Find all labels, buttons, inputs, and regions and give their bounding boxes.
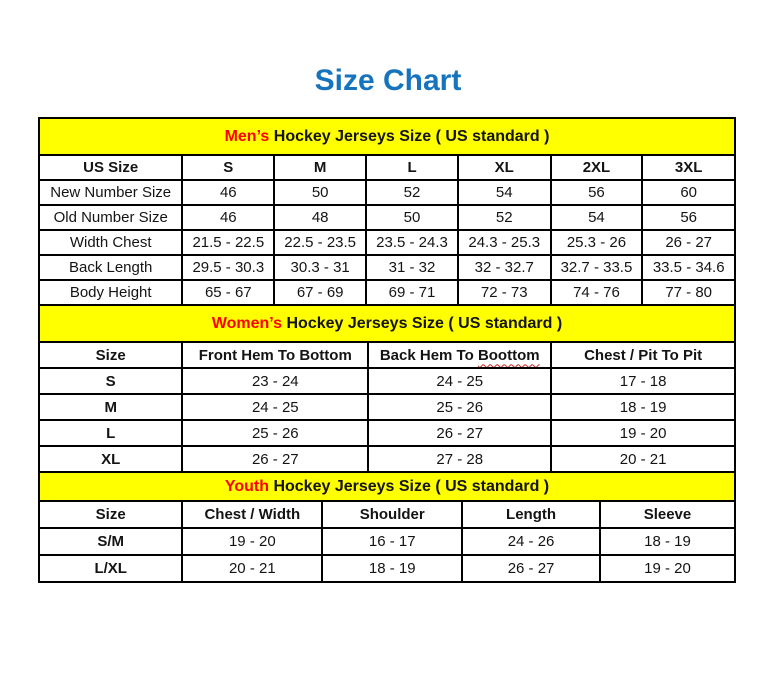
value-cell: 20 - 21 <box>182 555 322 582</box>
row-label: Back Length <box>39 255 182 280</box>
row-label: XL <box>39 446 182 472</box>
column-header: L <box>366 155 458 180</box>
section-band-accent-youth: Youth <box>224 477 269 495</box>
value-cell: 24.3 - 25.3 <box>458 230 551 255</box>
value-cell: 60 <box>642 180 735 205</box>
value-cell: 21.5 - 22.5 <box>182 230 274 255</box>
table-row <box>39 280 735 305</box>
column-header: Chest / Width <box>182 501 322 528</box>
table-row <box>39 205 735 230</box>
table-row <box>39 394 735 420</box>
column-header: Size <box>39 501 182 528</box>
value-cell: 74 - 76 <box>551 280 643 305</box>
row-label: S/M <box>39 528 182 555</box>
value-cell: 46 <box>182 205 274 230</box>
table-row <box>39 555 735 582</box>
value-cell: 18 - 19 <box>600 528 735 555</box>
column-header: Length <box>462 501 600 528</box>
size-chart <box>38 117 736 583</box>
value-cell: 20 - 21 <box>551 446 735 472</box>
value-cell: 24 - 26 <box>462 528 600 555</box>
section-band-row-womens <box>39 305 735 342</box>
section-band-youth: Youth Hockey Jerseys Size ( US standard ) <box>39 472 735 501</box>
column-header: 2XL <box>551 155 643 180</box>
value-cell: 26 - 27 <box>642 230 735 255</box>
value-cell: 30.3 - 31 <box>274 255 366 280</box>
column-header-row-womens <box>39 342 735 368</box>
value-cell: 25 - 26 <box>182 420 368 446</box>
value-cell: 18 - 19 <box>551 394 735 420</box>
column-header: US Size <box>39 155 182 180</box>
value-cell: 67 - 69 <box>274 280 366 305</box>
value-cell: 19 - 20 <box>551 420 735 446</box>
value-cell: 22.5 - 23.5 <box>274 230 366 255</box>
value-cell: 23 - 24 <box>182 368 368 394</box>
value-cell: 24 - 25 <box>182 394 368 420</box>
value-cell: 69 - 71 <box>366 280 458 305</box>
row-label: S <box>39 368 182 394</box>
value-cell: 31 - 32 <box>366 255 458 280</box>
page-title: Size Chart <box>314 64 462 97</box>
row-label: Old Number Size <box>39 205 182 230</box>
column-header: Chest / Pit To Pit <box>551 342 735 368</box>
value-cell: 33.5 - 34.6 <box>642 255 735 280</box>
value-cell: 16 - 17 <box>322 528 462 555</box>
table-row <box>39 255 735 280</box>
value-cell: 19 - 20 <box>182 528 322 555</box>
column-header: M <box>274 155 366 180</box>
section-band-accent-womens: Women’s <box>211 314 283 332</box>
section-band-accent-mens: Men’s <box>224 127 270 145</box>
row-label: L/XL <box>39 555 182 582</box>
value-cell: 29.5 - 30.3 <box>182 255 274 280</box>
value-cell: 56 <box>642 205 735 230</box>
table-row <box>39 368 735 394</box>
row-label: Body Height <box>39 280 182 305</box>
row-label: New Number Size <box>39 180 182 205</box>
table-row <box>39 420 735 446</box>
column-header-row-youth <box>39 501 735 528</box>
column-header: Size <box>39 342 182 368</box>
value-cell: 52 <box>458 205 551 230</box>
section-band-mens: Men’s Hockey Jerseys Size ( US standard ) <box>39 118 735 155</box>
value-cell: 17 - 18 <box>551 368 735 394</box>
column-header: 3XL <box>642 155 735 180</box>
value-cell: 25.3 - 26 <box>551 230 643 255</box>
value-cell: 46 <box>182 180 274 205</box>
column-header: Shoulder <box>322 501 462 528</box>
section-band-row-mens <box>39 118 735 155</box>
column-header: Back Hem To Boottom <box>368 342 551 368</box>
value-cell: 23.5 - 24.3 <box>366 230 458 255</box>
womens-size-table <box>38 304 736 473</box>
value-cell: 24 - 25 <box>368 368 551 394</box>
value-cell: 77 - 80 <box>642 280 735 305</box>
column-header: Sleeve <box>600 501 735 528</box>
mens-size-table <box>38 117 736 306</box>
table-row <box>39 528 735 555</box>
value-cell: 27 - 28 <box>368 446 551 472</box>
value-cell: 65 - 67 <box>182 280 274 305</box>
section-band-row-youth <box>39 472 735 501</box>
youth-size-table <box>38 471 736 583</box>
value-cell: 54 <box>458 180 551 205</box>
value-cell: 25 - 26 <box>368 394 551 420</box>
column-header: Front Hem To Bottom <box>182 342 368 368</box>
value-cell: 26 - 27 <box>462 555 600 582</box>
column-header-row-mens <box>39 155 735 180</box>
misspelled-word: Boottom <box>477 346 540 364</box>
column-header: S <box>182 155 274 180</box>
value-cell: 50 <box>274 180 366 205</box>
table-row <box>39 180 735 205</box>
value-cell: 26 - 27 <box>182 446 368 472</box>
value-cell: 48 <box>274 205 366 230</box>
value-cell: 56 <box>551 180 643 205</box>
value-cell: 52 <box>366 180 458 205</box>
value-cell: 19 - 20 <box>600 555 735 582</box>
value-cell: 50 <box>366 205 458 230</box>
value-cell: 72 - 73 <box>458 280 551 305</box>
value-cell: 32 - 32.7 <box>458 255 551 280</box>
row-label: M <box>39 394 182 420</box>
value-cell: 54 <box>551 205 643 230</box>
value-cell: 18 - 19 <box>322 555 462 582</box>
table-row <box>39 446 735 472</box>
section-band-womens: Women’s Hockey Jerseys Size ( US standard ) <box>39 305 735 342</box>
row-label: Width Chest <box>39 230 182 255</box>
value-cell: 26 - 27 <box>368 420 551 446</box>
value-cell: 32.7 - 33.5 <box>551 255 643 280</box>
row-label: L <box>39 420 182 446</box>
table-row <box>39 230 735 255</box>
column-header: XL <box>458 155 551 180</box>
